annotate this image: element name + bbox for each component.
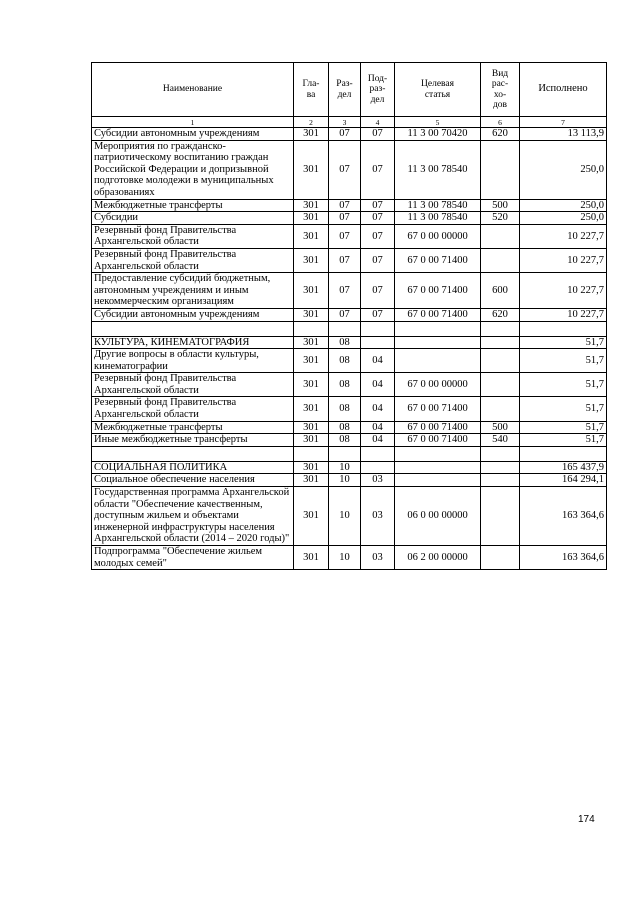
cell-glava: 301 [294,487,329,546]
cell-vid [481,397,520,421]
cell-amount: 51,7 [520,434,607,447]
cell-statya: 67 0 00 71400 [395,421,481,434]
header-razdel: Раз- дел [329,63,361,117]
table-row [92,546,607,570]
table-row [92,140,607,199]
col-number: 4 [361,117,395,128]
cell-amount [520,446,607,461]
cell-statya [395,336,481,349]
cell-vid: 500 [481,421,520,434]
header-podrazdel: Под- раз- дел [361,63,395,117]
cell-vid: 620 [481,128,520,141]
cell-name: Мероприятия по гражданско-патриотическому воспитанию граждан Российской Федерации и допризывной подготовке молодежи в муниципальных образованиях [92,140,294,199]
cell-name: Другие вопросы в области культуры, кинематографии [92,349,294,373]
cell-statya: 67 0 00 71400 [395,397,481,421]
cell-podrazdel: 07 [361,212,395,225]
cell-statya: 11 3 00 78540 [395,140,481,199]
cell-podrazdel [361,461,395,474]
page-number: 174 [578,814,595,825]
cell-razdel: 08 [329,397,361,421]
cell-statya: 67 0 00 00000 [395,224,481,248]
cell-amount: 165 437,9 [520,461,607,474]
cell-amount: 51,7 [520,397,607,421]
cell-glava: 301 [294,434,329,447]
cell-podrazdel: 03 [361,546,395,570]
cell-razdel: 08 [329,421,361,434]
cell-statya: 67 0 00 71400 [395,248,481,272]
cell-name: Межбюджетные трансферты [92,199,294,212]
cell-glava: 301 [294,373,329,397]
table-row [92,397,607,421]
cell-amount: 10 227,7 [520,273,607,309]
cell-vid: 540 [481,434,520,447]
cell-podrazdel: 04 [361,349,395,373]
cell-podrazdel: 07 [361,199,395,212]
table-row [92,421,607,434]
cell-glava: 301 [294,474,329,487]
table-row [92,434,607,447]
cell-amount: 250,0 [520,212,607,225]
table-row [92,273,607,309]
cell-name [92,321,294,336]
cell-vid: 500 [481,199,520,212]
cell-statya: 06 0 00 00000 [395,487,481,546]
column-number-row [92,117,607,128]
cell-name [92,446,294,461]
col-number: 5 [395,117,481,128]
cell-podrazdel: 03 [361,487,395,546]
cell-glava: 301 [294,461,329,474]
cell-razdel: 08 [329,349,361,373]
cell-amount: 163 364,6 [520,487,607,546]
cell-glava: 301 [294,248,329,272]
cell-glava: 301 [294,336,329,349]
cell-name: Межбюджетные трансферты [92,421,294,434]
cell-amount: 250,0 [520,140,607,199]
cell-glava [294,446,329,461]
cell-glava: 301 [294,140,329,199]
cell-name: Резервный фонд Правительства Архангельской области [92,224,294,248]
cell-name: Государственная программа Архангельской области "Обеспечение качественным, доступным жильем и объектами инженерной инфраструктуры населения Архангельской области (2014 – 2020 годы)" [92,487,294,546]
header-glava: Гла- ва [294,63,329,117]
cell-podrazdel: 07 [361,128,395,141]
cell-razdel: 08 [329,434,361,447]
cell-amount [520,321,607,336]
cell-podrazdel: 07 [361,224,395,248]
cell-statya: 11 3 00 78540 [395,212,481,225]
cell-statya [395,349,481,373]
cell-glava [294,321,329,336]
col-number: 1 [92,117,294,128]
cell-podrazdel: 07 [361,140,395,199]
cell-razdel: 08 [329,373,361,397]
cell-glava: 301 [294,349,329,373]
cell-vid [481,349,520,373]
cell-razdel: 07 [329,128,361,141]
table-row [92,336,607,349]
table-row [92,373,607,397]
cell-glava: 301 [294,421,329,434]
cell-glava: 301 [294,212,329,225]
cell-vid: 620 [481,308,520,321]
col-number: 3 [329,117,361,128]
table-row [92,199,607,212]
cell-podrazdel: 04 [361,421,395,434]
cell-statya: 67 0 00 71400 [395,308,481,321]
cell-razdel [329,321,361,336]
cell-glava: 301 [294,397,329,421]
col-number: 2 [294,117,329,128]
cell-razdel: 07 [329,212,361,225]
cell-name: Социальное обеспечение населения [92,474,294,487]
cell-razdel: 07 [329,140,361,199]
cell-razdel: 10 [329,546,361,570]
cell-amount: 13 113,9 [520,128,607,141]
cell-name: КУЛЬТУРА, КИНЕМАТОГРАФИЯ [92,336,294,349]
cell-vid [481,546,520,570]
cell-razdel: 07 [329,199,361,212]
cell-statya [395,474,481,487]
cell-vid [481,248,520,272]
cell-name: Подпрограмма "Обеспечение жильем молодых семей" [92,546,294,570]
cell-vid [481,140,520,199]
cell-name: Субсидии автономным учреждениям [92,128,294,141]
cell-podrazdel [361,336,395,349]
cell-amount: 163 364,6 [520,546,607,570]
cell-razdel: 10 [329,487,361,546]
cell-amount: 51,7 [520,349,607,373]
cell-podrazdel [361,446,395,461]
cell-statya [395,461,481,474]
table-row [92,212,607,225]
cell-name: Иные межбюджетные трансферты [92,434,294,447]
cell-podrazdel: 03 [361,474,395,487]
cell-name: Резервный фонд Правительства Архангельской области [92,397,294,421]
cell-amount: 51,7 [520,373,607,397]
cell-podrazdel: 07 [361,273,395,309]
table-row [92,321,607,336]
cell-name: Предоставление субсидий бюджетным, автономным учреждениям и иным некоммерческим организациям [92,273,294,309]
table-row [92,349,607,373]
cell-podrazdel: 04 [361,373,395,397]
cell-amount: 250,0 [520,199,607,212]
cell-podrazdel [361,321,395,336]
cell-statya [395,446,481,461]
cell-glava: 301 [294,546,329,570]
cell-amount: 10 227,7 [520,308,607,321]
cell-vid [481,224,520,248]
cell-vid [481,446,520,461]
cell-name: Субсидии автономным учреждениям [92,308,294,321]
cell-glava: 301 [294,199,329,212]
table-body [92,128,607,570]
budget-execution-table [91,62,607,570]
cell-name: Резервный фонд Правительства Архангельской области [92,373,294,397]
header-statya: Целевая статья [395,63,481,117]
cell-statya: 11 3 00 70420 [395,128,481,141]
col-number: 7 [520,117,607,128]
cell-podrazdel: 04 [361,397,395,421]
cell-vid: 520 [481,212,520,225]
header-name: Наименование [92,63,294,117]
cell-razdel: 07 [329,224,361,248]
cell-statya: 67 0 00 00000 [395,373,481,397]
table-row [92,487,607,546]
cell-glava: 301 [294,308,329,321]
cell-razdel: 10 [329,474,361,487]
cell-vid [481,474,520,487]
header-amount: Исполнено [520,63,607,117]
table-row [92,474,607,487]
cell-amount: 51,7 [520,336,607,349]
cell-vid [481,461,520,474]
table-row [92,248,607,272]
cell-amount: 51,7 [520,421,607,434]
cell-podrazdel: 07 [361,248,395,272]
cell-razdel: 10 [329,461,361,474]
header-row [92,63,607,117]
cell-amount: 10 227,7 [520,224,607,248]
table-row [92,128,607,141]
cell-vid [481,373,520,397]
cell-vid: 600 [481,273,520,309]
cell-name: СОЦИАЛЬНАЯ ПОЛИТИКА [92,461,294,474]
cell-amount: 164 294,1 [520,474,607,487]
cell-name: Субсидии [92,212,294,225]
cell-amount: 10 227,7 [520,248,607,272]
cell-razdel [329,446,361,461]
cell-statya: 67 0 00 71400 [395,434,481,447]
cell-name: Резервный фонд Правительства Архангельской области [92,248,294,272]
cell-podrazdel: 07 [361,308,395,321]
cell-vid [481,321,520,336]
cell-vid [481,336,520,349]
cell-glava: 301 [294,128,329,141]
table-row [92,461,607,474]
cell-razdel: 07 [329,308,361,321]
table-row [92,224,607,248]
cell-podrazdel: 04 [361,434,395,447]
cell-razdel: 07 [329,248,361,272]
cell-razdel: 07 [329,273,361,309]
cell-statya [395,321,481,336]
cell-statya: 67 0 00 71400 [395,273,481,309]
cell-glava: 301 [294,224,329,248]
cell-statya: 06 2 00 00000 [395,546,481,570]
col-number: 6 [481,117,520,128]
cell-razdel: 08 [329,336,361,349]
table-row [92,308,607,321]
cell-statya: 11 3 00 78540 [395,199,481,212]
header-vid: Вид рас- хо- дов [481,63,520,117]
cell-glava: 301 [294,273,329,309]
cell-vid [481,487,520,546]
table-row [92,446,607,461]
